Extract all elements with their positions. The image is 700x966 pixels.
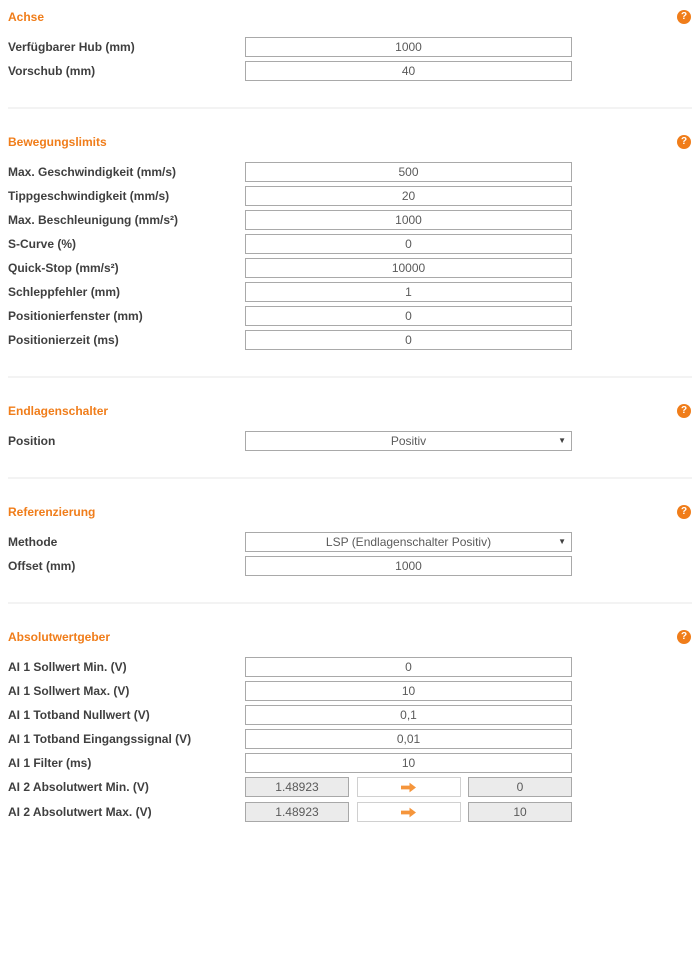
input-max-beschleunigung[interactable] [245, 210, 572, 230]
field-label: AI 1 Filter (ms) [8, 756, 92, 770]
field-label: AI 2 Absolutwert Max. (V) [8, 805, 152, 819]
input-ai1-filter[interactable] [245, 753, 572, 773]
field-row [8, 431, 692, 451]
field-row [8, 61, 692, 81]
field-row [8, 556, 692, 576]
field-row [8, 532, 692, 552]
field-row [8, 681, 692, 701]
input-positionierfenster[interactable] [245, 306, 572, 326]
field-row [8, 777, 692, 797]
section-title-referenzierung: Referenzierung [8, 505, 96, 519]
input-positionierzeit[interactable] [245, 330, 572, 350]
chevron-down-icon: ▼ [558, 436, 566, 445]
section-title-achse: Achse [8, 10, 45, 24]
section-title-endlagenschalter: Endlagenschalter [8, 404, 109, 418]
field-label: Max. Beschleunigung (mm/s²) [8, 213, 179, 227]
input-ai1-totband-eingangssignal[interactable] [245, 729, 572, 749]
section-achse [0, 10, 700, 107]
input-tippgeschwindigkeit[interactable] [245, 186, 572, 206]
field-label: Schleppfehler (mm) [8, 285, 121, 299]
input-vorschub[interactable] [245, 61, 572, 81]
field-label: AI 1 Sollwert Max. (V) [8, 684, 130, 698]
section-title-absolutwertgeber: Absolutwertgeber [8, 630, 111, 644]
select-value: LSP (Endlagenschalter Positiv) [325, 535, 492, 549]
select-methode[interactable] [245, 532, 572, 552]
question-mark-icon: ? [680, 631, 688, 642]
field-label: Positionierzeit (ms) [8, 333, 119, 347]
field-label: Verfügbarer Hub (mm) [8, 40, 135, 54]
input-quick-stop[interactable] [245, 258, 572, 278]
arrow-right-icon [400, 807, 417, 818]
field-row [8, 210, 692, 230]
section-absolutwertgeber [0, 604, 700, 848]
ai2-min-current-value: 1.48923 [245, 777, 349, 797]
help-button-achse[interactable] [677, 10, 691, 24]
field-row [8, 705, 692, 725]
section-endlagenschalter [0, 378, 700, 477]
field-label: AI 1 Totband Nullwert (V) [8, 708, 150, 722]
select-position[interactable] [245, 431, 572, 451]
question-mark-icon: ? [680, 136, 688, 147]
question-mark-icon: ? [680, 405, 688, 416]
field-row [8, 282, 692, 302]
transfer-button-ai2-min[interactable] [357, 777, 461, 797]
field-label: AI 1 Totband Eingangssignal (V) [8, 732, 192, 746]
field-row [8, 802, 692, 822]
field-row [8, 657, 692, 677]
ai2-min-target-value: 0 [468, 777, 572, 797]
input-verfuegbarer-hub[interactable] [245, 37, 572, 57]
field-row [8, 306, 692, 326]
field-row [8, 330, 692, 350]
input-max-geschwindigkeit[interactable] [245, 162, 572, 182]
arrow-right-icon [400, 782, 417, 793]
help-button-absolutwertgeber[interactable] [677, 630, 691, 644]
input-s-curve[interactable] [245, 234, 572, 254]
transfer-group-ai2-max [245, 802, 572, 822]
question-mark-icon: ? [680, 506, 688, 517]
ai2-max-target-value: 10 [468, 802, 572, 822]
input-ai1-totband-nullwert[interactable] [245, 705, 572, 725]
field-label: Quick-Stop (mm/s²) [8, 261, 119, 275]
field-label: Vorschub (mm) [8, 64, 96, 78]
select-value: Positiv [390, 434, 427, 448]
field-label: Offset (mm) [8, 559, 76, 573]
field-row [8, 162, 692, 182]
chevron-down-icon: ▼ [558, 537, 566, 546]
field-label: AI 2 Absolutwert Min. (V) [8, 780, 149, 794]
transfer-button-ai2-max[interactable] [357, 802, 461, 822]
section-bewegungslimits [0, 109, 700, 376]
field-row [8, 37, 692, 57]
help-button-bewegungslimits[interactable] [677, 135, 691, 149]
field-row [8, 258, 692, 278]
field-label: Max. Geschwindigkeit (mm/s) [8, 165, 177, 179]
section-title-bewegungslimits: Bewegungslimits [8, 135, 107, 149]
input-schleppfehler[interactable] [245, 282, 572, 302]
section-referenzierung [0, 479, 700, 602]
field-label: Tippgeschwindigkeit (mm/s) [8, 189, 170, 203]
field-row [8, 234, 692, 254]
transfer-group-ai2-min [245, 777, 572, 797]
field-label: S-Curve (%) [8, 237, 77, 251]
field-label: Methode [8, 535, 58, 549]
field-row [8, 186, 692, 206]
field-label: Position [8, 434, 56, 448]
help-button-referenzierung[interactable] [677, 505, 691, 519]
field-row [8, 729, 692, 749]
input-offset[interactable] [245, 556, 572, 576]
ai2-max-current-value: 1.48923 [245, 802, 349, 822]
help-button-endlagenschalter[interactable] [677, 404, 691, 418]
question-mark-icon: ? [680, 11, 688, 22]
field-label: Positionierfenster (mm) [8, 309, 143, 323]
input-ai1-sollwert-max[interactable] [245, 681, 572, 701]
field-label: AI 1 Sollwert Min. (V) [8, 660, 127, 674]
input-ai1-sollwert-min[interactable] [245, 657, 572, 677]
field-row [8, 753, 692, 773]
